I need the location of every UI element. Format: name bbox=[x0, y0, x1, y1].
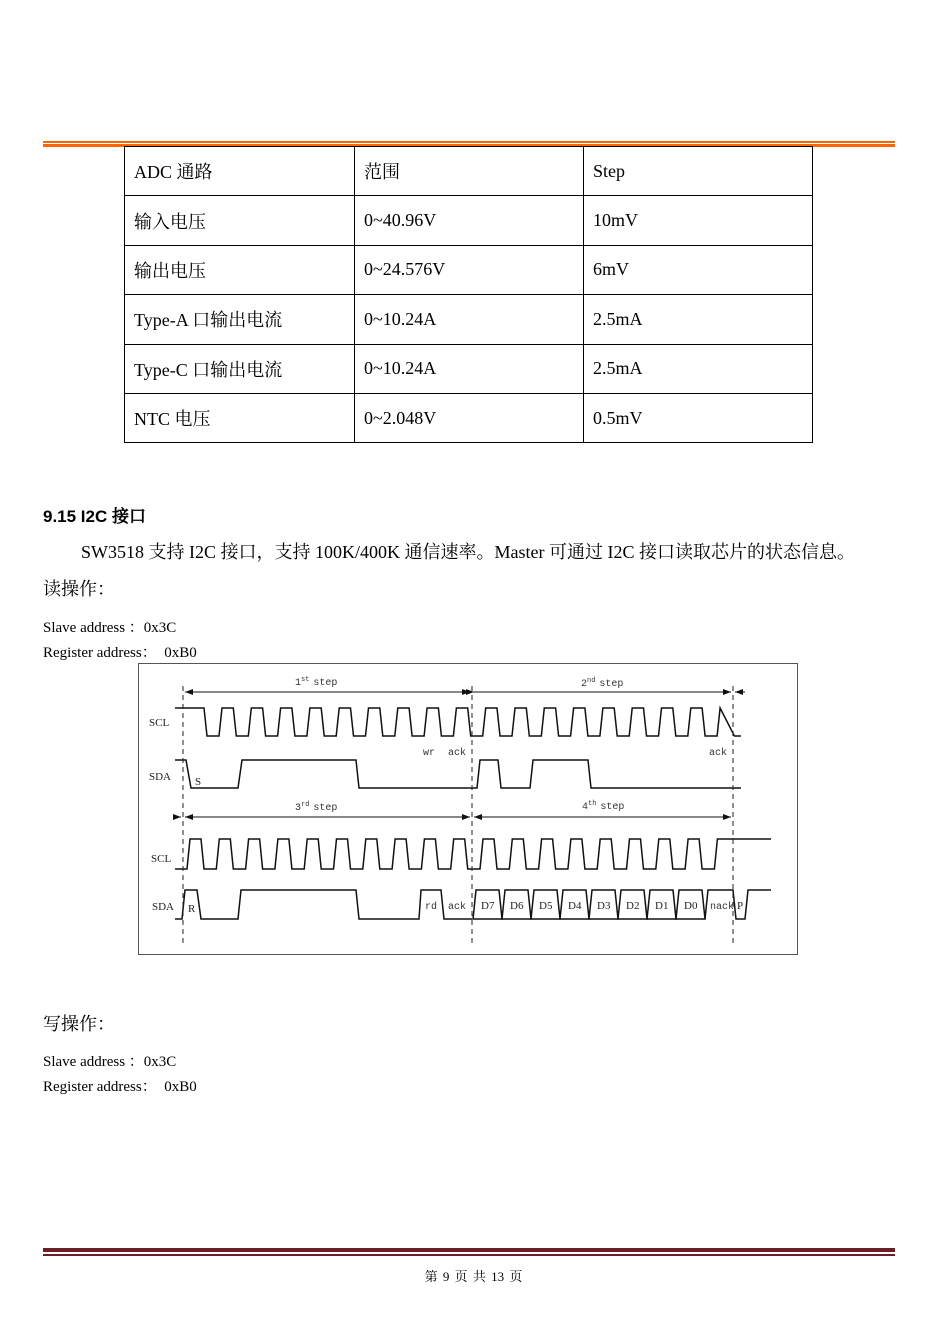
data-bit-label: D6 bbox=[510, 900, 524, 912]
section-paragraph: SW3518 支持 I2C 接口，支持 100K/400K 通信速率。Master 可通过 I2C 接口读取芯片的状态信息。 bbox=[81, 542, 855, 562]
table-row bbox=[125, 393, 813, 442]
rd-label: rd bbox=[425, 902, 438, 913]
table-cell: 2.5mA bbox=[584, 295, 813, 344]
table-cell: 0~40.96V bbox=[355, 196, 584, 245]
stop-label: P bbox=[737, 900, 744, 912]
table-cell: 0~2.048V bbox=[355, 393, 584, 442]
table-header-row bbox=[125, 147, 813, 196]
table-cell: NTC 电压 bbox=[125, 393, 355, 442]
adc-table bbox=[124, 146, 813, 443]
write-title: 写操作： bbox=[43, 1014, 115, 1034]
table-cell: 0~24.576V bbox=[355, 245, 584, 294]
data-bit-label: D7 bbox=[481, 900, 495, 912]
data-bit-label: D2 bbox=[626, 900, 640, 912]
step-label-4: 4th step bbox=[582, 800, 625, 813]
timing-svg bbox=[139, 664, 799, 956]
read-slave-address: Slave address ：0x3C bbox=[43, 620, 177, 636]
write-slave-address: Slave address ：0x3C bbox=[43, 1054, 177, 1070]
scl-label: SCL bbox=[149, 717, 170, 729]
write-register-address: Register address： 0xB0 bbox=[43, 1079, 197, 1095]
table-header: ADC 通路 bbox=[125, 147, 355, 196]
start-label: S bbox=[195, 776, 202, 788]
table-row bbox=[125, 295, 813, 344]
data-bit-label: D0 bbox=[684, 900, 698, 912]
table-row bbox=[125, 344, 813, 393]
sda-label: SDA bbox=[149, 771, 172, 783]
table-cell: Type-C 口输出电流 bbox=[125, 344, 355, 393]
page-number: 第 9 页 共 13 页 bbox=[424, 1269, 523, 1284]
table-row bbox=[125, 245, 813, 294]
wr-label: wr bbox=[423, 748, 436, 759]
table-cell: 输出电压 bbox=[125, 245, 355, 294]
data-bit-label: D5 bbox=[539, 900, 553, 912]
table-row bbox=[125, 196, 813, 245]
table-cell: 10mV bbox=[584, 196, 813, 245]
ack-label: ack bbox=[448, 748, 467, 759]
step-label-3: 3rd step bbox=[295, 801, 338, 814]
read-title: 读操作： bbox=[43, 579, 115, 599]
step-label-2: 2nd step bbox=[581, 677, 624, 690]
sda-waveform bbox=[175, 760, 741, 788]
step-label-1: 1st step bbox=[295, 676, 338, 689]
table-cell: Type-A 口输出电流 bbox=[125, 295, 355, 344]
footer-rule bbox=[43, 1254, 895, 1256]
i2c-read-timing-diagram bbox=[138, 663, 798, 955]
header-rule bbox=[43, 141, 895, 143]
scl-waveform bbox=[175, 708, 741, 736]
table-cell: 2.5mA bbox=[584, 344, 813, 393]
sda-label: SDA bbox=[152, 901, 175, 913]
table-header: 范围 bbox=[355, 147, 584, 196]
footer-rule bbox=[43, 1248, 895, 1252]
ack-label: ack bbox=[709, 748, 728, 759]
section-heading: 9.15 I2C 接口 bbox=[43, 507, 146, 526]
nack-label: nack bbox=[710, 902, 735, 913]
data-bit-label: D3 bbox=[597, 900, 611, 912]
table-cell: 0~10.24A bbox=[355, 295, 584, 344]
table-cell: 0.5mV bbox=[584, 393, 813, 442]
table-cell: 输入电压 bbox=[125, 196, 355, 245]
read-register-address: Register address： 0xB0 bbox=[43, 645, 197, 661]
read-label: R bbox=[188, 903, 196, 915]
data-bit-label: D1 bbox=[655, 900, 669, 912]
data-bit-label: D4 bbox=[568, 900, 582, 912]
table-header: Step bbox=[584, 147, 813, 196]
ack-label: ack bbox=[448, 902, 467, 913]
table-cell: 6mV bbox=[584, 245, 813, 294]
scl-waveform bbox=[175, 839, 771, 869]
scl-label: SCL bbox=[151, 853, 172, 865]
table-cell: 0~10.24A bbox=[355, 344, 584, 393]
